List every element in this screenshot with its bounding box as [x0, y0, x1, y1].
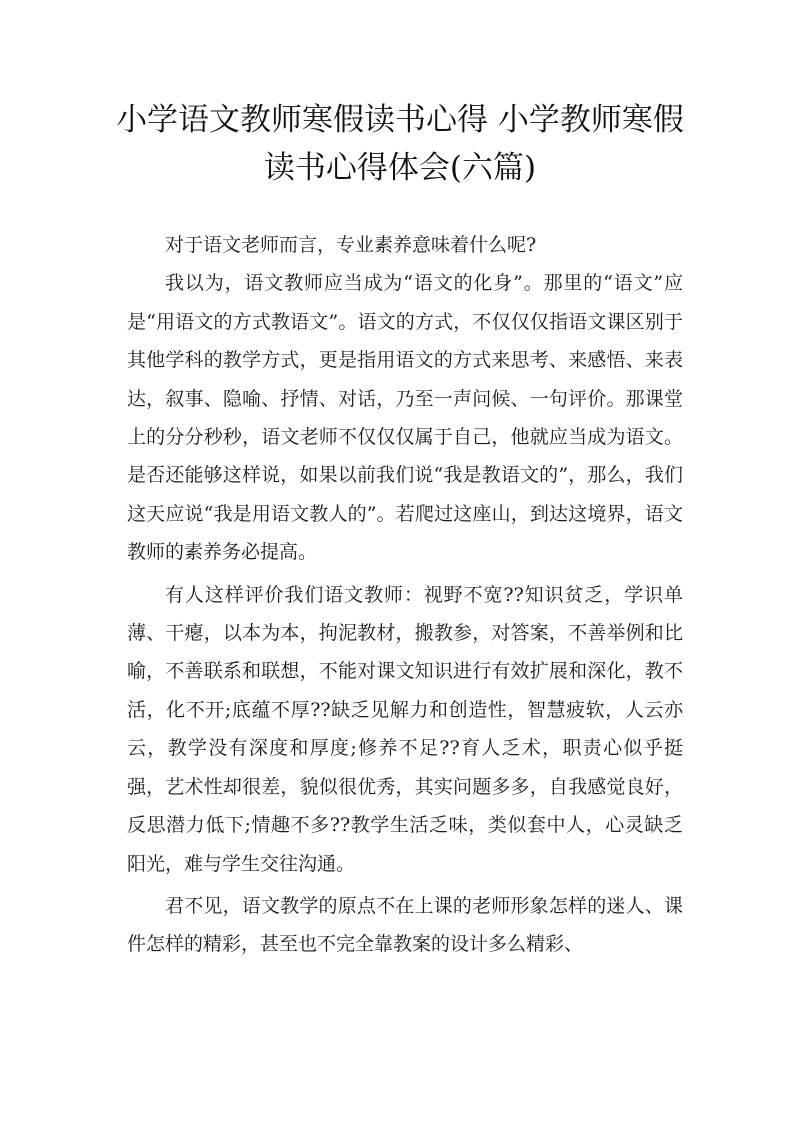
document-body	[127, 226, 683, 964]
paragraph-3: 有人这样评价我们语文教师：视野不宽??知识贫乏，学识单薄、干瘪，以本为本，拘泥教材，搬教参，对答案，不善举例和比喻，不善联系和联想，不能对课文知识进行有效扩展和深化，教不活，化不开;底蕴不厚??缺乏见解力和创造性，智慧疲软，人云亦云，教学没有深度和厚度;修养不足??育人乏术，职责心似乎挺强，艺术性却很差，貌似很优秀，其实问题多多，自我感觉良好，反思潜力低下;情趣不多??教学生活乏味，类似套中人，心灵缺乏阳光，难与学生交往沟通。	[127, 583, 683, 875]
paragraph-4: 君不见，语文教学的原点不在上课的老师形象怎样的迷人、课件怎样的精彩，甚至也不完全靠教案的设计多么精彩、	[127, 894, 683, 956]
title-line-1: 小学语文教师寒假读书心得 小学教师寒假	[116, 102, 684, 138]
paragraph-2: 我以为，语文教师应当成为“语文的化身”。那里的“语文”应是“用语文的方式教语文”。语文的方式，不仅仅仅指语文课区别于其他学科的教学方式，更是指用语文的方式来思考、来感悟、来表达，叙事、隐喻、抒情、对话，乃至一声问候、一句评价。那课堂上的分分秒秒，语文老师不仅仅仅属于自己，他就应当成为语文。是否还能够这样说，如果以前我们说“我是教语文的”，那么，我们这天应说“我是用语文教人的”。若爬过这座山，到达这境界，语文教师的素养务必提高。	[127, 272, 683, 564]
document-title	[100, 96, 700, 192]
paragraph-1: 对于语文老师而言，专业素养意味着什么呢?	[165, 234, 537, 256]
title-line-2: 读书心得体会(六篇)	[263, 150, 537, 186]
